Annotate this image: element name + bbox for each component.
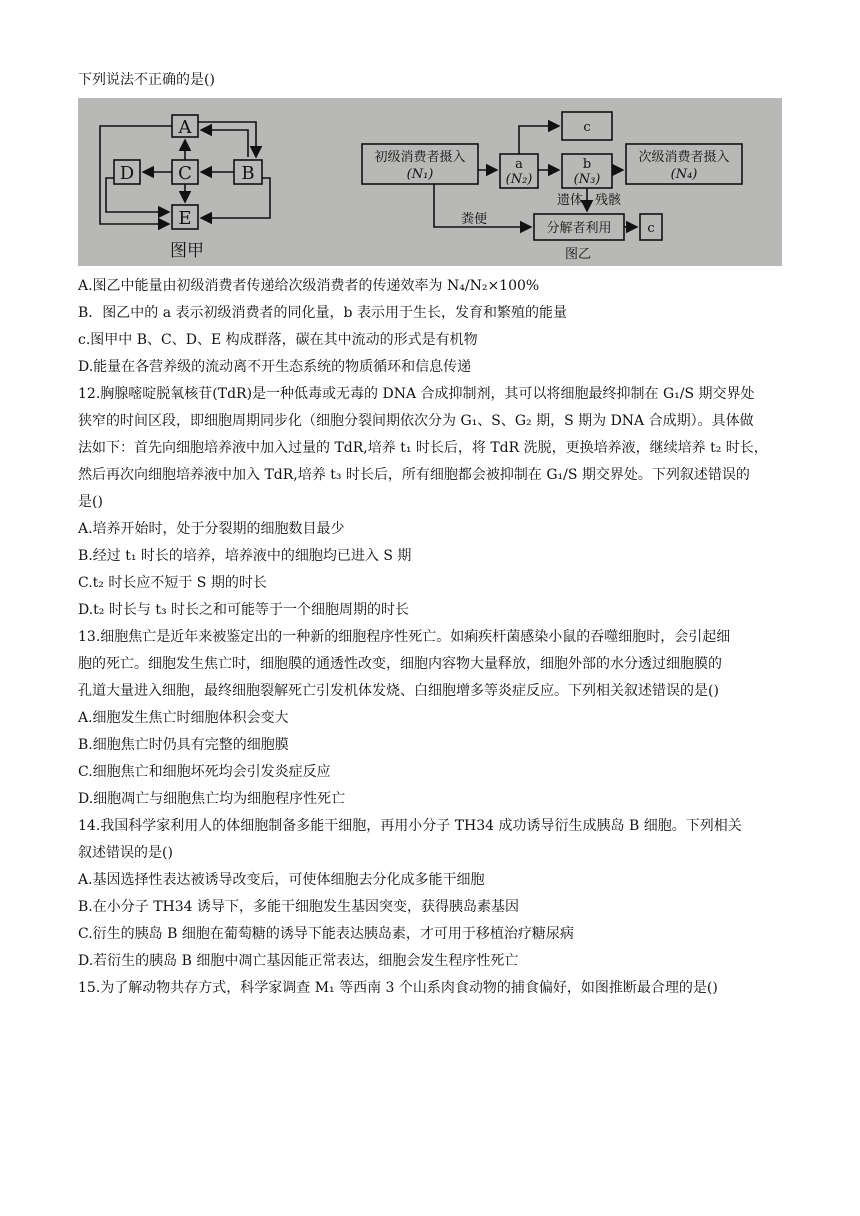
label-primary-sym: (N₁) bbox=[406, 167, 434, 182]
question-14-line-1: 14.我国科学家利用人的体细胞制备多能干细胞，再用小分子 TH34 成功诱导衍生成胰岛 B 细胞。下列相关 bbox=[78, 818, 742, 834]
label-primary: 初级消费者摄入 bbox=[374, 150, 466, 165]
option-12-d: D.t₂ 时长与 t₃ 时长之和可能等于一个细胞周期的时长 bbox=[78, 602, 410, 618]
label-secondary: 次级消费者摄入 bbox=[638, 150, 730, 165]
node-D: D bbox=[119, 163, 135, 184]
question-14-line-2: 叙述错误的是() bbox=[78, 845, 173, 861]
option-11-a: A.图乙中能量由初级消费者传递给次级消费者的传递效率为 N₄/N₂×100% bbox=[78, 278, 540, 294]
option-14-b: B.在小分子 TH34 诱导下，多能干细胞发生基因突变，获得胰岛素基因 bbox=[78, 899, 519, 915]
option-13-b: B.细胞焦亡时仍具有完整的细胞膜 bbox=[78, 737, 289, 753]
node-B: B bbox=[241, 163, 255, 184]
question-12-line-1: 12.胸腺嘧啶脱氧核苷(TdR)是一种低毒或无毒的 DNA 合成抑制剂，其可以将细胞最终抑制在 G₁/S 期交界处 bbox=[78, 386, 755, 402]
option-14-a: A.基因选择性表达被诱导改变后，可使体细胞去分化成多能干细胞 bbox=[78, 872, 485, 888]
label-feces: 粪便 bbox=[460, 212, 488, 227]
question-stem: 下列说法不正确的是() bbox=[78, 72, 215, 88]
label-c-right: c bbox=[647, 221, 655, 236]
question-12-line-2: 狭窄的时间区段，即细胞周期同步化（细胞分裂间期依次分为 G₁、S、G₂ 期，S 期为 DNA 合成期）。具体做 bbox=[78, 413, 754, 429]
question-12-line-3: 法如下：首先向细胞培养液中加入过量的 TdR,培养 t₁ 时长后，将 TdR 洗脱，更换培养液，继续培养 t₂ 时长， bbox=[78, 440, 768, 456]
figure-svg bbox=[78, 98, 782, 266]
node-A: A bbox=[178, 117, 192, 138]
caption-yi: 图乙 bbox=[564, 247, 592, 262]
node-E: E bbox=[178, 208, 192, 229]
node-C: C bbox=[178, 163, 192, 184]
option-11-b: B．图乙中的 a 表示初级消费者的同化量，b 表示用于生长，发育和繁殖的能量 bbox=[78, 305, 567, 321]
question-12-line-4: 然后再次向细胞培养液中加入 TdR,培养 t₃ 时长后，所有细胞都会被抑制在 G₁/S 期交界处。下列叙述错误的 bbox=[78, 467, 750, 483]
question-13-line-1: 13.细胞焦亡是近年来被鉴定出的一种新的细胞程序性死亡。如痢疾杆菌感染小鼠的吞噬细胞时，会引起细 bbox=[78, 629, 731, 645]
option-14-d: D.若衍生的胰岛 B 细胞中凋亡基因能正常表达，细胞会发生程序性死亡 bbox=[78, 953, 519, 969]
option-13-d: D.细胞凋亡与细胞焦亡均为细胞程序性死亡 bbox=[78, 791, 346, 807]
label-remains: 遗体 bbox=[556, 193, 584, 208]
option-12-b: B.经过 t₁ 时长的培养，培养液中的细胞均已进入 S 期 bbox=[78, 548, 412, 564]
label-a: a bbox=[515, 157, 523, 172]
option-13-a: A.细胞发生焦亡时细胞体积会变大 bbox=[78, 710, 289, 726]
label-residue: 残骸 bbox=[594, 193, 622, 208]
option-12-a: A.培养开始时，处于分裂期的细胞数目最少 bbox=[78, 521, 345, 537]
question-15-line-1: 15.为了解动物共存方式，科学家调查 M₁ 等西南 3 个山系肉食动物的捕食偏好，如图推断最合理的是() bbox=[78, 980, 718, 996]
label-c-top: c bbox=[583, 120, 591, 135]
option-13-c: C.细胞焦亡和细胞坏死均会引发炎症反应 bbox=[78, 764, 331, 780]
question-12-line-5: 是() bbox=[78, 494, 103, 510]
option-12-c: C.t₂ 时长应不短于 S 期的时长 bbox=[78, 575, 267, 591]
label-a-sym: (N₂) bbox=[505, 172, 533, 187]
option-11-c: c.图甲中 B、C、D、E 构成群落，碳在其中流动的形式是有机物 bbox=[78, 332, 478, 348]
option-11-d: D.能量在各营养级的流动离不开生态系统的物质循环和信息传递 bbox=[78, 359, 472, 375]
label-secondary-sym: (N₄) bbox=[670, 167, 698, 182]
question-13-line-3: 孔道大量进入细胞，最终细胞裂解死亡引发机体发烧、白细胞增多等炎症反应。下列相关叙述错误的是() bbox=[78, 683, 719, 699]
label-b: b bbox=[582, 157, 592, 172]
caption-jia: 图甲 bbox=[170, 241, 204, 261]
label-decomposer: 分解者利用 bbox=[546, 221, 612, 236]
label-b-sym: (N₃) bbox=[573, 172, 601, 187]
ecosystem-figure bbox=[78, 98, 782, 266]
option-14-c: C.衍生的胰岛 B 细胞在葡萄糖的诱导下能表达胰岛素，才可用于移植治疗糖尿病 bbox=[78, 926, 574, 942]
question-13-line-2: 胞的死亡。细胞发生焦亡时，细胞膜的通透性改变，细胞内容物大量释放，细胞外部的水分透过细胞膜的 bbox=[78, 656, 722, 672]
